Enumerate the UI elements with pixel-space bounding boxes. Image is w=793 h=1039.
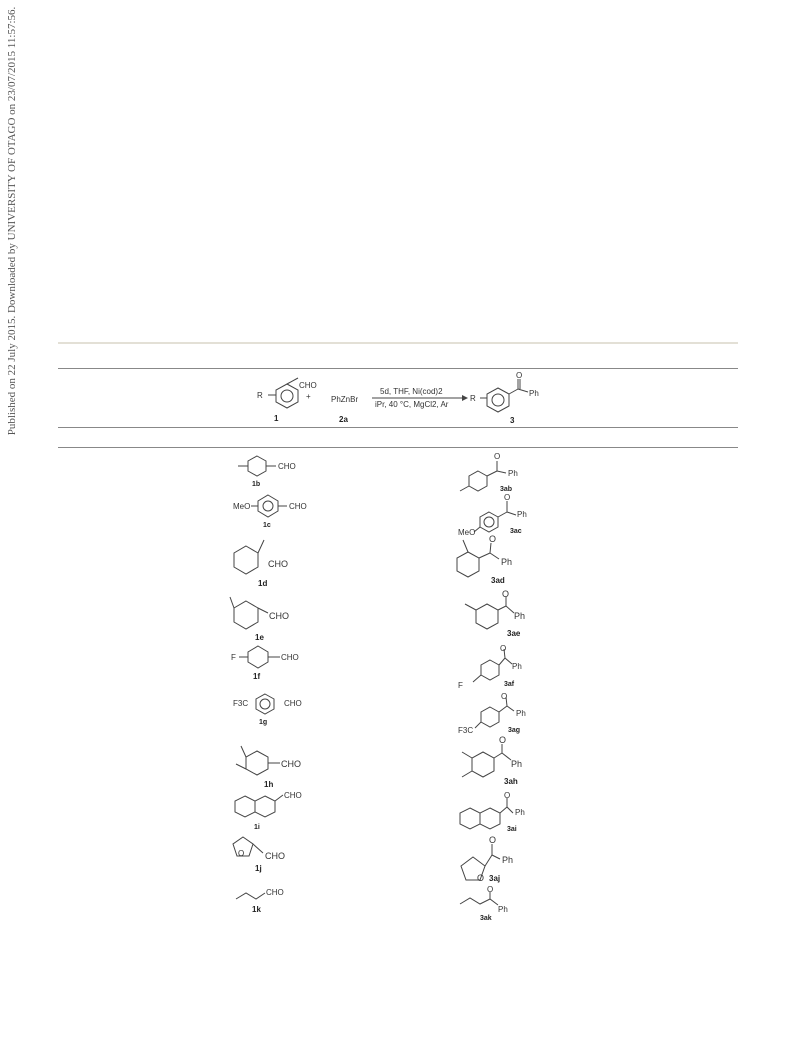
substrate-1d (234, 540, 288, 588)
product-3ak (460, 885, 508, 922)
group-text: Ph (508, 469, 518, 478)
product-substituent-text: R (470, 394, 476, 403)
product-3aj (461, 835, 513, 883)
compound-label: 1d (258, 579, 268, 588)
compound-label: 1i (254, 824, 260, 831)
substrate-1i (235, 791, 302, 831)
substrate-1c (233, 495, 307, 529)
compound-label: 3ae (507, 629, 521, 638)
group-text: O (238, 849, 245, 858)
product-3ai (460, 791, 525, 833)
group-text: Ph (502, 855, 514, 865)
substrate-1b (238, 456, 296, 488)
watermark-text: Published on 22 July 2015. Downloaded by UNIVERSITY OF OTAGO on 23/07/2015 11:57:56. (6, 6, 18, 436)
group-text: CHO (268, 559, 288, 569)
group-text: CHO (284, 791, 302, 800)
product-label: 3 (510, 416, 515, 425)
substrate-1k (236, 888, 284, 914)
general-reaction-scheme (257, 371, 539, 425)
product-3ag (458, 692, 526, 735)
substrate-1g (233, 694, 302, 726)
product-3ae (465, 589, 525, 638)
substrate-1h (236, 746, 301, 789)
group-text: F3C (233, 699, 249, 708)
group-text: Ph (515, 808, 525, 817)
product-3ab (460, 452, 518, 493)
compound-label: 1j (255, 864, 262, 873)
plus-sign: + (306, 392, 311, 401)
group-text: CHO (281, 653, 299, 662)
compound-label: 1k (252, 905, 261, 914)
reagent-name: PhZnBr (331, 395, 359, 404)
compound-label: 3ab (500, 486, 513, 493)
group-text: CHO (265, 851, 285, 861)
group-text: Ph (516, 709, 526, 718)
compound-label: 3ac (510, 528, 522, 535)
group-text: Ph (501, 557, 513, 567)
group-text: F3C (458, 726, 474, 735)
compound-label: 1f (253, 672, 261, 681)
compound-label: 3ag (508, 727, 521, 734)
group-text: MeO (458, 528, 476, 537)
group-text: CHO (289, 502, 307, 511)
product-3ad (457, 534, 512, 585)
product-structure (470, 371, 539, 425)
group-text: O (489, 835, 497, 845)
group-text: CHO (284, 699, 302, 708)
reactant-substituent-text: R (257, 391, 263, 400)
group-text: F (231, 653, 236, 662)
group-text: CHO (266, 888, 284, 897)
substrate-1e (230, 597, 289, 642)
product-3ah (462, 735, 522, 786)
group-text: O (477, 873, 485, 883)
substrate-1j (233, 837, 285, 873)
reactant-label: 1 (274, 414, 279, 423)
group-text: Ph (512, 662, 522, 671)
compound-label: 3ai (507, 826, 517, 833)
group-text: CHO (269, 611, 289, 621)
product-3af (458, 644, 522, 690)
group-text: Ph (511, 759, 523, 769)
group-text: CHO (281, 759, 301, 769)
compound-label: 3af (504, 681, 515, 688)
compound-label: 3ad (491, 576, 505, 585)
compound-label: 1e (255, 633, 264, 642)
group-text: CHO (278, 462, 296, 471)
group-text: F (458, 681, 463, 690)
group-text: O (502, 589, 510, 599)
group-text: Ph (517, 510, 527, 519)
group-text: O (500, 644, 507, 653)
group-text: Ph (514, 611, 526, 621)
group-text: Ph (498, 905, 508, 914)
compound-label: 1c (263, 522, 271, 529)
group-text: O (494, 452, 501, 461)
group-text: O (504, 791, 511, 800)
conditions-line-2: iPr, 40 °C, MgCl2, Ar (375, 400, 449, 409)
compound-label: 3aj (489, 874, 501, 883)
product-oxygen-text: O (516, 371, 523, 380)
compound-label: 1g (259, 719, 268, 726)
product-3ac (458, 493, 527, 537)
group-text: O (504, 493, 511, 502)
arrow-head (462, 395, 468, 401)
compound-label: 1h (264, 780, 274, 789)
substrate-1f (231, 646, 299, 681)
conditions-line-1: 5d, THF, Ni(cod)2 (380, 387, 443, 396)
group-text: O (487, 885, 494, 894)
group-text: O (499, 735, 507, 745)
reactant-group-text: CHO (299, 381, 317, 390)
group-text: MeO (233, 502, 251, 511)
compound-label: 3ak (480, 915, 492, 922)
compound-label: 1b (252, 481, 261, 488)
product-group-text: Ph (529, 389, 539, 398)
group-text: O (501, 692, 508, 701)
group-text: O (489, 534, 497, 544)
compound-label: 3ah (504, 777, 518, 786)
reagent-label: 2a (339, 415, 348, 424)
